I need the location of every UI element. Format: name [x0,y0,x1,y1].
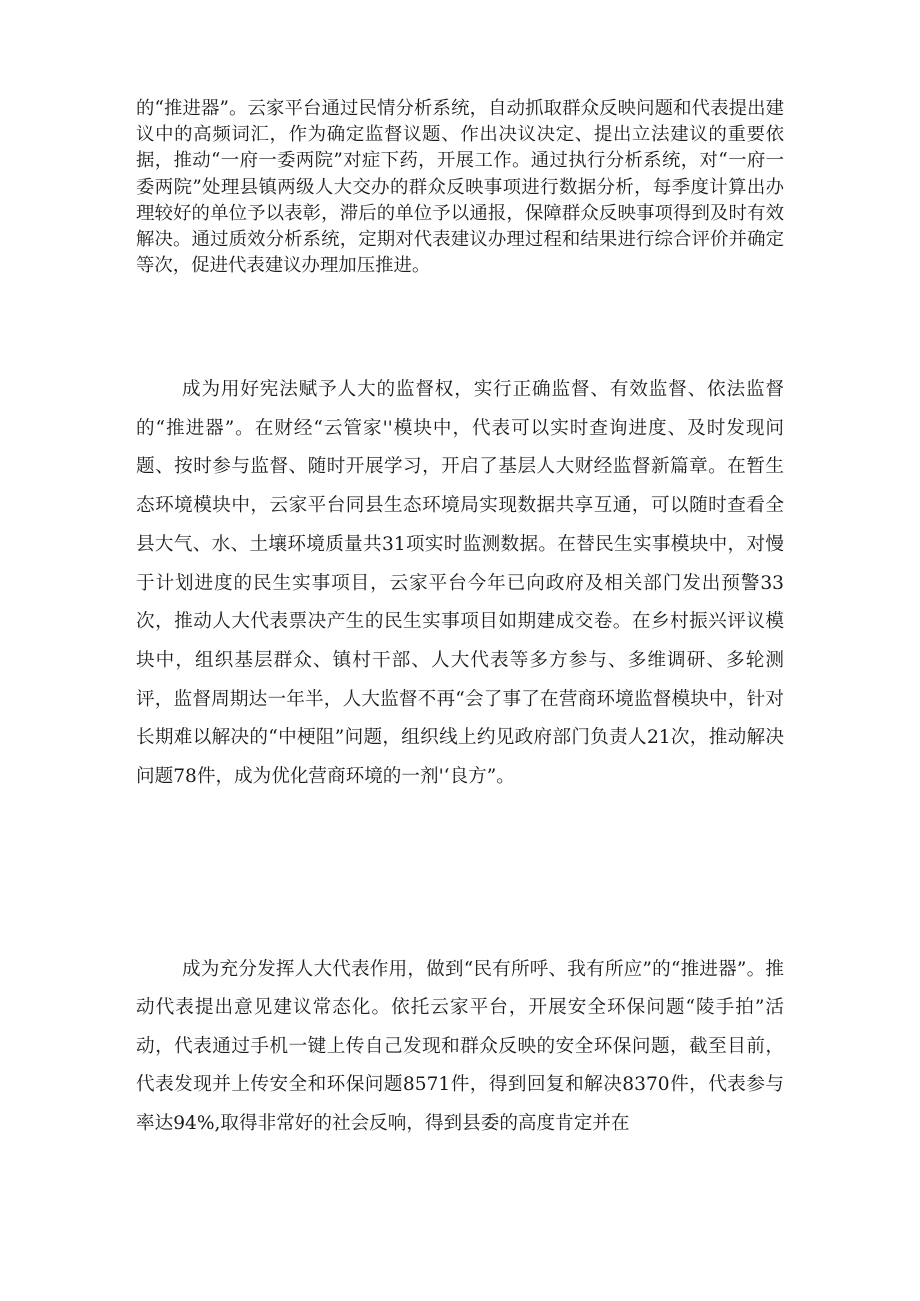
paragraph-1: 的“推进器”。云家平台通过民情分析系统，自动抓取群众反映问题和代表提出建议中的高频词汇，作为确定监督议题、作出决议决定、提出立法建议的重要依据，推动“一府一委两院”对症下药，开展工作。通过执行分析系统，对“一府一委两院”处理县镇两级人大交办的群众反映事项进行数据分析，每季度计算出办理较好的单位予以表彰，滞后的单位予以通报，保障群众反映事项得到及时有效解决。通过质效分析系统，定期对代表建议办理过程和结果进行综合评价并确定等次，促进代表建议办理加压推进。 [136,98,784,277]
paragraph-2: 成为用好宪法赋予人大的监督权，实行正确监督、有效监督、依法监督的“推进器”。在财经“云管家''模块中，代表可以实时查询进度、及时发现问题、按时参与监督、随时开展学习，开启了基层人大财经监督新篇章。在暂生态环境模块中，云家平台同县生态环境局实现数据共享互通，可以随时查看全县大气、水、土壤环境质量共31项实时监测数据。在替民生实事模块中，对慢于计划进度的民生实事项目，云家平台今年已向政府及相关部门发出预警33次，推动人大代表票决产生的民生实事项目如期建成交卷。在乡村振兴评议模块中，组织基层群众、镇村干部、人大代表等多方参与、多维调研、多轮测评，监督周期达一年半，人大监督不再“会了事了在营商环境监督模块中，针对长期难以解决的“中梗阻”问题，组织线上约见政府部门负责人21次，推动解决问题78件，成为优化营商环境的一剂'‘良方”。 [136,379,784,788]
paragraph-3: 成为充分发挥人大代表作用，做到“民有所呼、我有所应”的“推进器”。推动代表提出意见建议常态化。依托云家平台，开展安全环保问题“陵手拍”活动，代表通过手机一键上传自己发现和群众反映的安全环保问题，截至目前，代表发现并上传安全和环保问题8571件，得到回复和解决8370件，代表参与率达94%,取得非常好的社会反响，得到县委的高度肯定并在 [136,959,784,1134]
